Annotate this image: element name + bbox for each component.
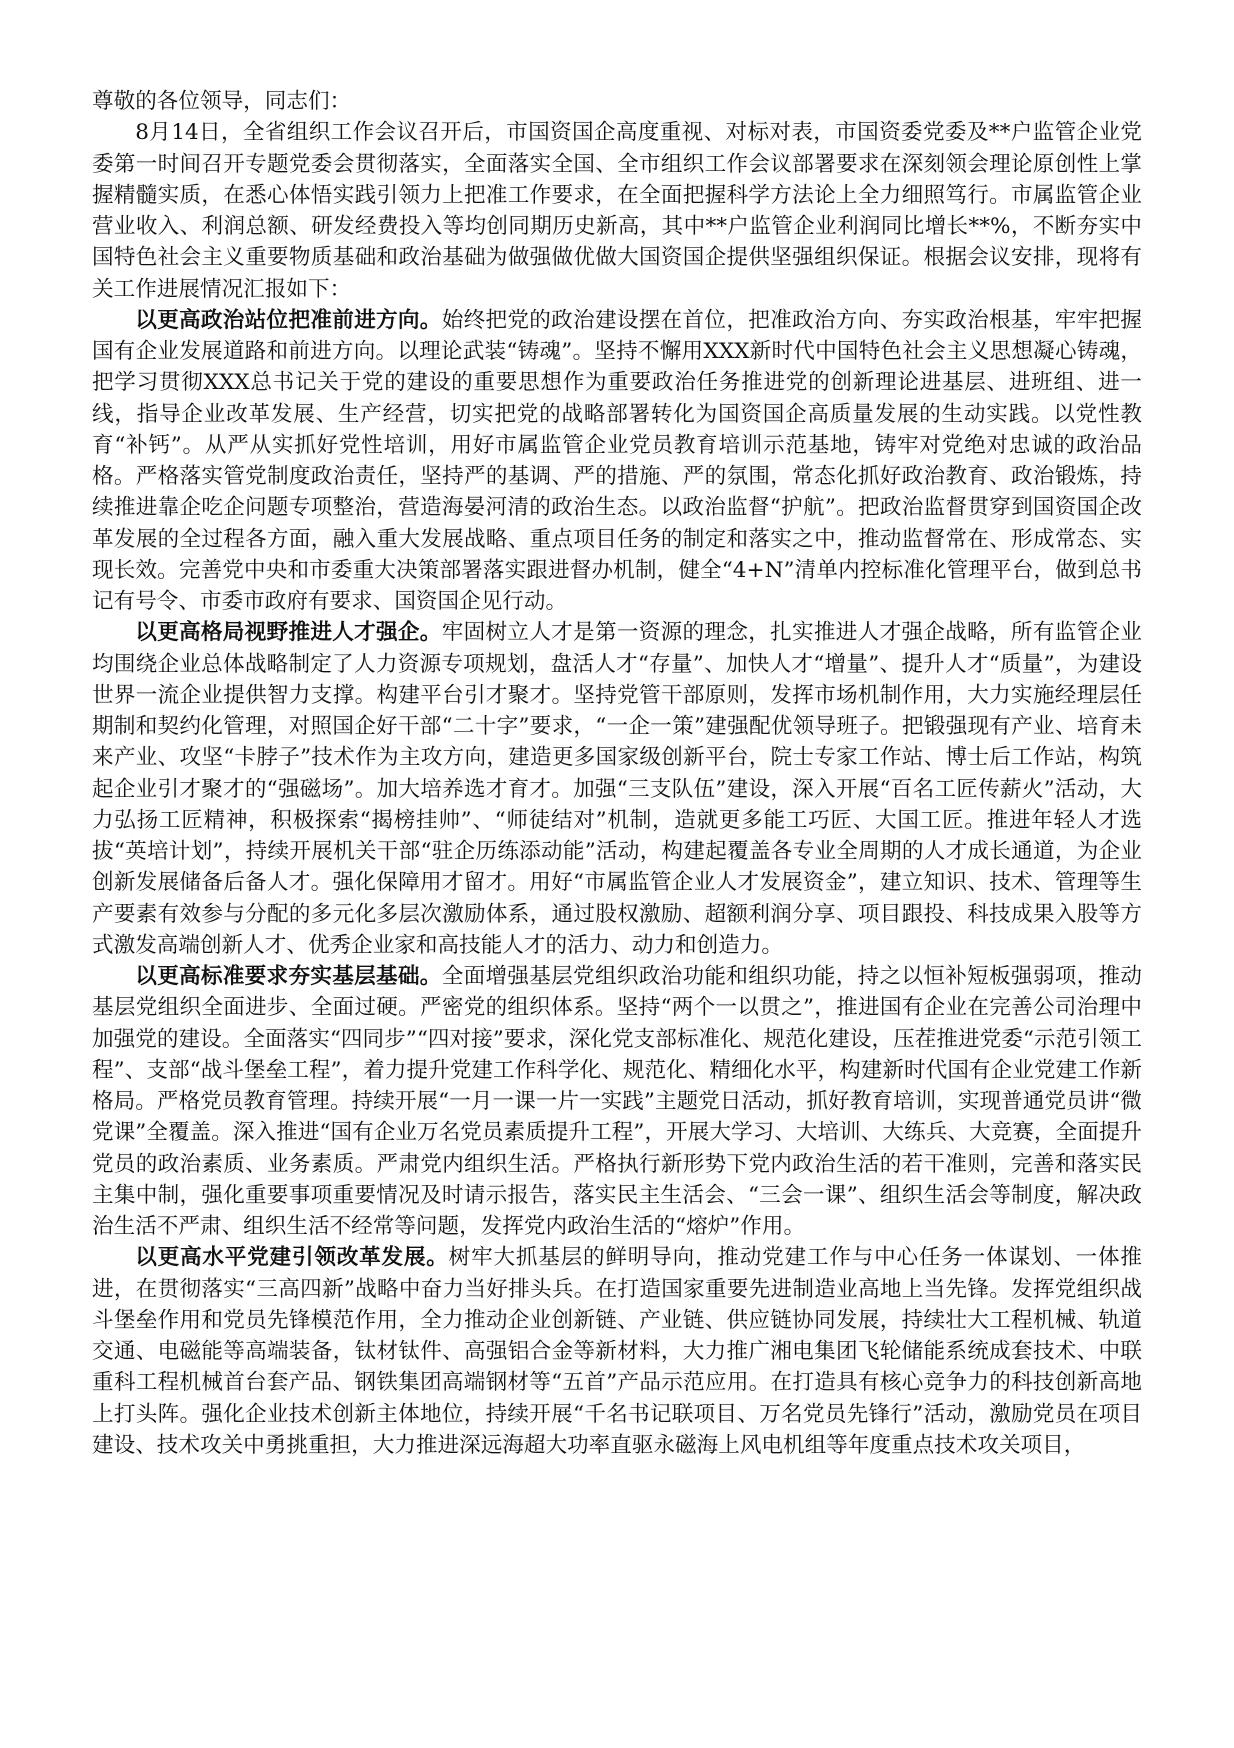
section-heading: 以更高政治站位把准前进方向。 [135, 307, 442, 333]
section-paragraph-reform [92, 1242, 1142, 1461]
salutation: 尊敬的各位领导，同志们： [92, 89, 352, 114]
intro-paragraph: 8月14日，全省组织工作会议召开后，市国资国企高度重视、对标对表，市国资委党委及**户监管企业党委第一时间召开专题党委会贯彻落实，全面落实全国、全市组织工作会议部署要求在深刻领会理论原创性上掌握精髓实质，在悉心体悟实践引领力上把准工作要求，在全面把握科学方法论上全力细照笃行。市属监管企业营业收入、利润总额、研发经费投入等均创同期历史新高，其中**户监管企业利润同比增长**%，不断夯实中国特色社会主义重要物质基础和政治基础为做强做优做大国资国企提供坚强组织保证。根据会议安排，现将有关工作进展情况汇报如下： [92, 120, 1142, 302]
section-heading: 以更高标准要求夯实基层基础。 [135, 964, 442, 989]
section-paragraph-grassroots [92, 961, 1142, 1242]
section-paragraph-talent [92, 617, 1142, 961]
document-page [92, 86, 1142, 1461]
section-paragraph-political [92, 305, 1142, 618]
section-heading: 以更高水平党建引领改革发展。 [135, 1245, 449, 1271]
section-body: 牢固树立人才是第一资源的理念，扎实推进人才强企战略，所有监管企业均围绕企业总体战略制定了人力资源专项规划，盘活人才“存量”、加快人才“增量”、提升人才“质量”，为建设世界一流企业提供智力支撑。构建平台引才聚才。坚持党管干部原则，发挥市场机制作用，大力实施经理层任期制和契约化管理，对照国企好干部“二十字”要求，“一企一策”建强配优领导班子。把锻强现有产业、培育未来产业、攻坚“卡脖子”技术作为主攻方向，建造更多国家级创新平台，院士专家工作站、博士后工作站，构筑起企业引才聚才的“强磁场”。加大培养选才育才。加强“三支队伍”建设，深入开展“百名工匠传薪火”活动，大力弘扬工匠精神，积极探索“揭榜挂帅”、“师徒结对”机制，造就更多能工巧匠、大国工匠。推进年轻人才选拔“英培计划”，持续开展机关干部“驻企历练添动能”活动，构建起覆盖各专业全周期的人才成长通道，为企业创新发展储备后备人才。强化保障用才留才。用好“市属监管企业人才发展资金”，建立知识、技术、管理等生产要素有效参与分配的多元化多层次激励体系，通过股权激励、超额利润分享、项目跟投、科技成果入股等方式激发高端创新人才、优秀企业家和高技能人才的活力、动力和创造力。 [92, 620, 1142, 958]
section-body: 始终把党的政治建设摆在首位，把准政治方向、夯实政治根基，牢牢把握国有企业发展道路和前进方向。以理论武装“铸魂”。坚持不懈用XXX新时代中国特色社会主义思想凝心铸魂，把学习贯彻XXX总书记关于党的建设的重要思想作为重要政治任务推进党的创新理论进基层、进班组、进一线，指导企业改革发展、生产经营，切实把党的战略部署转化为国资国企高质量发展的生动实践。以党性教育“补钙”。从严从实抓好党性培训，用好市属监管企业党员教育培训示范基地，铸牢对党绝对忠诚的政治品格。严格落实管党制度政治责任，坚持严的基调、严的措施、严的氛围，常态化抓好政治教育、政治锻炼，持续推进靠企吃企问题专项整治，营造海晏河清的政治生态。以政治监督“护航”。把政治监督贯穿到国资国企改革发展的全过程各方面，融入重大发展战略、重点项目任务的制定和落实之中，推动监督常在、形成常态、实现长效。完善党中央和市委重大决策部署落实跟进督办机制，健全“4+N”清单内控标准化管理平台，做到总书记有号令、市委市政府有要求、国资国企见行动。 [92, 307, 1142, 614]
section-heading: 以更高格局视野推进人才强企。 [135, 620, 442, 646]
section-body: 全面增强基层党组织政治功能和组织功能，持之以恒补短板强弱项，推动基层党组织全面进步、全面过硬。严密党的组织体系。坚持“两个一以贯之”，推进国有企业在完善公司治理中加强党的建设。全面落实“四同步”“四对接”要求，深化党支部标准化、规范化建设，压茬推进党委“示范引领工程”、支部“战斗堡垒工程”，着力提升党建工作科学化、规范化、精细化水平，构建新时代国有企业党建工作新格局。严格党员教育管理。持续开展“一月一课一片一实践”主题党日活动，抓好教育培训，实现普通党员讲“微党课”全覆盖。深入推进“国有企业万名党员素质提升工程”，开展大学习、大培训、大练兵、大竞赛，全面提升党员的政治素质、业务素质。严肃党内组织生活。严格执行新形势下党内政治生活的若干准则，完善和落实民主集中制，强化重要事项重要情况及时请示报告，落实民主生活会、“三会一课”、组织生活会等制度，解决政治生活不严肃、组织生活不经常等问题，发挥党内政治生活的“熔炉”作用。 [92, 964, 1142, 1239]
section-body: 树牢大抓基层的鲜明导向，推动党建工作与中心任务一体谋划、一体推进，在贯彻落实“三高四新”战略中奋力当好排头兵。在打造国家重要先进制造业高地上当先锋。发挥党组织战斗堡垒作用和党员先锋模范作用，全力推动企业创新链、产业链、供应链协同发展，持续壮大工程机械、轨道交通、电磁能等高端装备，钛材钛件、高强铝合金等新材料，大力推广湘电集团飞轮储能系统成套技术、中联重科工程机械首台套产品、钢铁集团高端钢材等“五首”产品示范应用。在打造具有核心竞争力的科技创新高地上打头阵。强化企业技术创新主体地位，持续开展“千名书记联项目、万名党员先锋行”活动，激励党员在项目建设、技术攻关中勇挑重担，大力推进深远海超大功率直驱永磁海上风电机组等年度重点技术攻关项目， [92, 1245, 1142, 1458]
